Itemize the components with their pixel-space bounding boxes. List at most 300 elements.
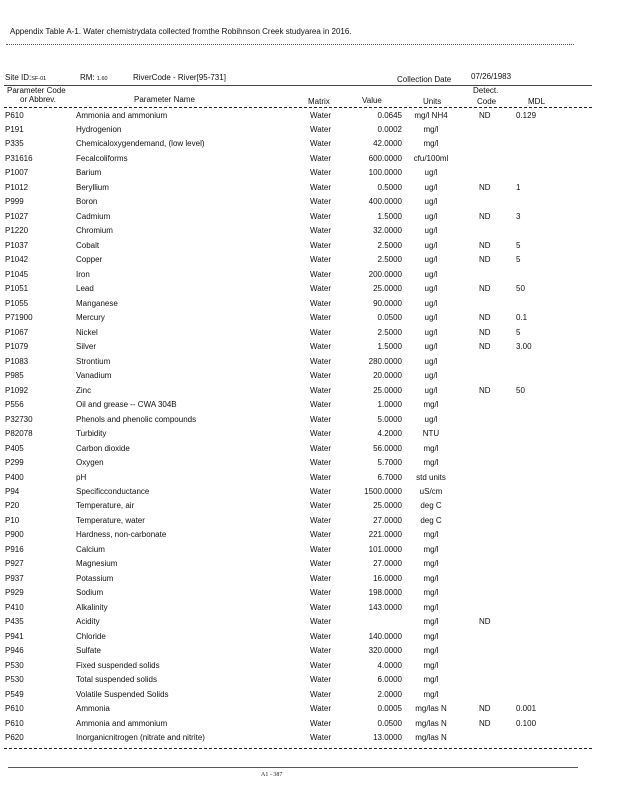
matrix-cell: Water <box>310 400 332 410</box>
value-cell: 5.7000 <box>377 458 402 468</box>
parameter-name-cell: Nickel <box>76 327 98 337</box>
matrix-cell: Water <box>310 197 332 207</box>
value-cell: 56.0000 <box>373 443 402 453</box>
table-row <box>0 154 618 169</box>
matrix-cell: Water <box>310 486 332 496</box>
mdl-cell: 5 <box>516 240 521 250</box>
parameter-name-cell: Acidity <box>76 617 100 627</box>
value-cell: 90.0000 <box>373 298 402 308</box>
site-underline <box>4 85 592 86</box>
units-cell: ug/l <box>424 168 438 178</box>
parameter-name-cell: Chromium <box>76 226 113 236</box>
parameter-name-cell: Silver <box>76 342 97 352</box>
table-row <box>0 386 618 401</box>
parameter-code-cell: P1007 <box>5 168 29 178</box>
matrix-cell: Water <box>310 371 332 381</box>
parameter-name-cell: Mercury <box>76 313 105 323</box>
table-row <box>0 661 618 676</box>
detect-code-cell: ND <box>479 342 491 352</box>
table-row <box>0 255 618 270</box>
footer-rule <box>8 767 578 768</box>
parameter-name-cell: Oxygen <box>76 458 104 468</box>
table-row <box>0 371 618 386</box>
parameter-code-cell: P620 <box>5 733 24 743</box>
table-row <box>0 197 618 212</box>
units-cell: mg/l <box>423 400 439 410</box>
units-cell: ug/l <box>424 197 438 207</box>
table-row <box>0 342 618 357</box>
table-row <box>0 270 618 285</box>
parameter-code-cell: P1079 <box>5 342 29 352</box>
parameter-name-cell: Volatile Suspended Solids <box>76 689 169 699</box>
units-cell: ug/l <box>424 342 438 352</box>
units-cell: mg/l <box>423 631 439 641</box>
detect-code-cell: ND <box>479 284 491 294</box>
units-cell: ug/l <box>424 269 438 279</box>
col-code-header-2: or Abbrev. <box>20 95 56 104</box>
table-row <box>0 125 618 140</box>
detect-code-cell: ND <box>479 182 491 192</box>
parameter-name-cell: Phenols and phenolic compounds <box>76 414 197 424</box>
table-row <box>0 299 618 314</box>
value-cell: 25.0000 <box>373 385 402 395</box>
matrix-cell: Water <box>310 414 332 424</box>
parameter-name-cell: Fecalcoliforms <box>76 153 128 163</box>
parameter-code-cell: P999 <box>5 197 24 207</box>
units-cell: ug/l <box>424 211 438 221</box>
mdl-cell: 5 <box>516 327 521 337</box>
parameter-code-cell: P1045 <box>5 269 29 279</box>
detect-code-cell: ND <box>479 110 491 120</box>
units-cell: cfu/100ml <box>413 153 449 163</box>
units-cell: mg/las N <box>415 733 447 743</box>
units-cell: mg/l <box>423 544 439 554</box>
table-row <box>0 603 618 618</box>
units-cell: ug/l <box>424 182 438 192</box>
matrix-cell: Water <box>310 240 332 250</box>
matrix-cell: Water <box>310 327 332 337</box>
table-row <box>0 139 618 154</box>
parameter-name-cell: Vanadium <box>76 371 112 381</box>
parameter-name-cell: Magnesium <box>76 559 118 569</box>
detect-code-cell: ND <box>479 211 491 221</box>
value-cell: 2.5000 <box>377 327 402 337</box>
matrix-cell: Water <box>310 284 332 294</box>
parameter-code-cell: P335 <box>5 139 24 149</box>
units-cell: ug/l <box>424 240 438 250</box>
mdl-cell: 3.00 <box>516 342 532 352</box>
value-cell: 0.5000 <box>377 182 402 192</box>
value-cell: 2.5000 <box>377 255 402 265</box>
mdl-cell: 1 <box>516 182 521 192</box>
parameter-code-cell: P610 <box>5 718 24 728</box>
river-code: RiverCode - River[95-731] <box>133 73 226 82</box>
matrix-cell: Water <box>310 443 332 453</box>
units-cell: ug/l <box>424 356 438 366</box>
matrix-cell: Water <box>310 269 332 279</box>
parameter-name-cell: Cadmium <box>76 211 111 221</box>
table-row <box>0 444 618 459</box>
value-cell: 400.0000 <box>368 197 402 207</box>
units-cell: deg C <box>420 515 442 525</box>
parameter-code-cell: P1012 <box>5 182 29 192</box>
parameter-name-cell: Zinc <box>76 385 92 395</box>
parameter-code-cell: P946 <box>5 646 24 656</box>
units-cell: ug/l <box>424 327 438 337</box>
parameter-code-cell: P1083 <box>5 356 29 366</box>
matrix-cell: Water <box>310 458 332 468</box>
parameter-code-cell: P405 <box>5 443 24 453</box>
units-cell: mg/l <box>423 573 439 583</box>
table-row <box>0 516 618 531</box>
parameter-name-cell: Ammonia and ammonium <box>76 718 168 728</box>
matrix-cell: Water <box>310 168 332 178</box>
matrix-cell: Water <box>310 617 332 627</box>
matrix-cell: Water <box>310 124 332 134</box>
value-cell: 2.0000 <box>377 689 402 699</box>
units-cell: ug/l <box>424 226 438 236</box>
parameter-name-cell: Fixed suspended solids <box>76 660 160 670</box>
units-cell: ug/l <box>424 371 438 381</box>
river-mile <box>80 73 108 82</box>
matrix-cell: Water <box>310 429 332 439</box>
parameter-name-cell: Copper <box>76 255 103 265</box>
col-units-header: Units <box>423 97 442 106</box>
table-row <box>0 212 618 227</box>
value-cell: 280.0000 <box>368 356 402 366</box>
matrix-cell: Water <box>310 226 332 236</box>
units-cell: mg/l <box>423 689 439 699</box>
matrix-cell: Water <box>310 631 332 641</box>
units-cell: ug/l <box>424 255 438 265</box>
matrix-cell: Water <box>310 515 332 525</box>
units-cell: mg/l <box>423 588 439 598</box>
table-bottom-divider <box>4 748 592 749</box>
parameter-code-cell: P20 <box>5 501 20 511</box>
parameter-code-cell: P927 <box>5 559 24 569</box>
col-detect-header-2: Code <box>477 97 497 106</box>
parameter-code-cell: P556 <box>5 400 24 410</box>
mdl-cell: 3 <box>516 211 521 221</box>
matrix-cell: Water <box>310 689 332 699</box>
parameter-name-cell: Strontium <box>76 356 111 366</box>
value-cell: 16.0000 <box>373 573 402 583</box>
value-cell: 25.0000 <box>373 284 402 294</box>
units-cell: uS/cm <box>419 486 443 496</box>
value-cell: 4.0000 <box>377 660 402 670</box>
matrix-cell: Water <box>310 559 332 569</box>
matrix-cell: Water <box>310 255 332 265</box>
table-row <box>0 226 618 241</box>
mdl-cell: 50 <box>516 284 525 294</box>
value-cell: 1.0000 <box>377 400 402 410</box>
table-row <box>0 168 618 183</box>
units-cell: ug/l <box>424 414 438 424</box>
units-cell: mg/l <box>423 646 439 656</box>
units-cell: mg/l <box>423 530 439 540</box>
units-cell: mg/l <box>423 617 439 627</box>
units-cell: deg C <box>420 501 442 511</box>
detect-code-cell: ND <box>479 327 491 337</box>
detect-code-cell: ND <box>479 255 491 265</box>
value-cell: 320.0000 <box>368 646 402 656</box>
table-row <box>0 501 618 516</box>
table-row <box>0 588 618 603</box>
collection-date-value: 07/26/1983 <box>471 72 512 81</box>
col-mdl-header: MDL <box>528 97 545 106</box>
parameter-name-cell: Lead <box>76 284 94 294</box>
table-row <box>0 704 618 719</box>
value-cell: 4.2000 <box>377 429 402 439</box>
table-row <box>0 617 618 632</box>
mdl-cell: 5 <box>516 255 521 265</box>
rm-label: RM: <box>80 73 95 82</box>
parameter-name-cell: Iron <box>76 269 90 279</box>
table-row <box>0 328 618 343</box>
parameter-code-cell: P71900 <box>5 313 33 323</box>
parameter-code-cell: P549 <box>5 689 24 699</box>
table-row <box>0 473 618 488</box>
value-cell: 1.5000 <box>377 342 402 352</box>
collection-date-label: Collection Date <box>397 75 452 84</box>
parameter-name-cell: Beryllium <box>76 182 109 192</box>
units-cell: mg/las N <box>415 704 447 714</box>
col-code-header-1: Parameter Code <box>7 86 66 95</box>
matrix-cell: Water <box>310 704 332 714</box>
parameter-code-cell: P937 <box>5 573 24 583</box>
table-row <box>0 313 618 328</box>
matrix-cell: Water <box>310 153 332 163</box>
site-id <box>5 73 46 82</box>
units-cell: mg/l <box>423 443 439 453</box>
parameter-name-cell: Chloride <box>76 631 106 641</box>
table-row <box>0 574 618 589</box>
table-row <box>0 111 618 126</box>
parameter-name-cell: Hardness, non-carbonate <box>76 530 167 540</box>
matrix-cell: Water <box>310 313 332 323</box>
units-cell: mg/l <box>423 124 439 134</box>
parameter-code-cell: P530 <box>5 675 24 685</box>
units-cell: ug/l <box>424 313 438 323</box>
value-cell: 1.5000 <box>377 211 402 221</box>
parameter-code-cell: P1051 <box>5 284 29 294</box>
table-row <box>0 284 618 299</box>
parameter-code-cell: P1037 <box>5 240 29 250</box>
parameter-code-cell: P929 <box>5 588 24 598</box>
parameter-name-cell: Alkalinity <box>76 602 108 612</box>
parameter-code-cell: P1092 <box>5 385 29 395</box>
value-cell: 2.5000 <box>377 240 402 250</box>
matrix-cell: Water <box>310 110 332 120</box>
parameter-code-cell: P191 <box>5 124 24 134</box>
value-cell: 6.0000 <box>377 675 402 685</box>
value-cell: 200.0000 <box>368 269 402 279</box>
parameter-code-cell: P610 <box>5 704 24 714</box>
header-divider <box>4 107 592 108</box>
units-cell: mg/las N <box>415 718 447 728</box>
value-cell: 6.7000 <box>377 472 402 482</box>
parameter-name-cell: Temperature, water <box>76 515 145 525</box>
parameter-code-cell: P32730 <box>5 414 33 424</box>
table-row <box>0 559 618 574</box>
table-row <box>0 675 618 690</box>
parameter-name-cell: Hydrogenion <box>76 124 122 134</box>
parameter-name-cell: Chemicaloxygendemand, (low level) <box>76 139 205 149</box>
matrix-cell: Water <box>310 588 332 598</box>
mdl-cell: 0.100 <box>516 718 537 728</box>
matrix-cell: Water <box>310 356 332 366</box>
table-title: Appendix Table A-1. Water chemistrydata collected fromthe Robihnson Creek studyarea in 2016. <box>10 27 352 36</box>
mdl-cell: 0.1 <box>516 313 528 323</box>
value-cell: 100.0000 <box>368 168 402 178</box>
parameter-code-cell: P1067 <box>5 327 29 337</box>
units-cell: mg/l <box>423 458 439 468</box>
parameter-name-cell: Ammonia <box>76 704 110 714</box>
matrix-cell: Water <box>310 718 332 728</box>
matrix-cell: Water <box>310 675 332 685</box>
value-cell: 0.0500 <box>377 313 402 323</box>
units-cell: mg/l <box>423 602 439 612</box>
parameter-code-cell: P900 <box>5 530 24 540</box>
parameter-code-cell: P94 <box>5 486 20 496</box>
parameter-code-cell: P1027 <box>5 211 29 221</box>
units-cell: mg/l <box>423 139 439 149</box>
site-id-label: Site ID: <box>5 73 32 82</box>
value-cell: 140.0000 <box>368 631 402 641</box>
value-cell: 20.0000 <box>373 371 402 381</box>
detect-code-cell: ND <box>479 718 491 728</box>
parameter-code-cell: P530 <box>5 660 24 670</box>
units-cell: mg/l NH4 <box>414 110 448 120</box>
matrix-cell: Water <box>310 501 332 511</box>
rm-value: 1.60 <box>96 76 108 82</box>
parameter-code-cell: P610 <box>5 110 24 120</box>
parameter-name-cell: Inorganicnitrogen (nitrate and nitrite) <box>76 733 205 743</box>
value-cell: 0.0645 <box>377 110 402 120</box>
value-cell: 221.0000 <box>368 530 402 540</box>
parameter-code-cell: P299 <box>5 458 24 468</box>
table-row <box>0 400 618 415</box>
value-cell: 0.0002 <box>377 124 402 134</box>
parameter-code-cell: P400 <box>5 472 24 482</box>
table-row <box>0 690 618 705</box>
parameter-name-cell: Barium <box>76 168 102 178</box>
units-cell: ug/l <box>424 385 438 395</box>
parameter-code-cell: P31616 <box>5 153 33 163</box>
matrix-cell: Water <box>310 544 332 554</box>
parameter-name-cell: Oil and grease -- CWA 304B <box>76 400 177 410</box>
table-row <box>0 458 618 473</box>
units-cell: mg/l <box>423 660 439 670</box>
parameter-name-cell: pH <box>76 472 87 482</box>
matrix-cell: Water <box>310 139 332 149</box>
matrix-cell: Water <box>310 182 332 192</box>
units-cell: std units <box>416 472 446 482</box>
matrix-cell: Water <box>310 342 332 352</box>
units-cell: mg/l <box>423 675 439 685</box>
parameter-name-cell: Calcium <box>76 544 105 554</box>
parameter-name-cell: Boron <box>76 197 98 207</box>
table-row <box>0 183 618 198</box>
matrix-cell: Water <box>310 573 332 583</box>
table-row <box>0 357 618 372</box>
parameter-name-cell: Cobalt <box>76 240 100 250</box>
table-row <box>0 719 618 734</box>
mdl-cell: 0.129 <box>516 110 537 120</box>
matrix-cell: Water <box>310 211 332 221</box>
table-row <box>0 241 618 256</box>
mdl-cell: 0.001 <box>516 704 537 714</box>
matrix-cell: Water <box>310 385 332 395</box>
parameter-code-cell: P916 <box>5 544 24 554</box>
parameter-name-cell: Potassium <box>76 573 114 583</box>
table-row <box>0 530 618 545</box>
parameter-name-cell: Specificconductance <box>76 486 150 496</box>
detect-code-cell: ND <box>479 313 491 323</box>
table-row <box>0 487 618 502</box>
col-value-header: Value <box>362 96 382 105</box>
table-row <box>0 632 618 647</box>
units-cell: NTU <box>422 429 440 439</box>
value-cell: 5.0000 <box>377 414 402 424</box>
units-cell: mg/l <box>423 559 439 569</box>
value-cell: 101.0000 <box>368 544 402 554</box>
parameter-name-cell: Sulfate <box>76 646 101 656</box>
value-cell: 198.0000 <box>368 588 402 598</box>
site-id-value: SF-01 <box>31 76 47 82</box>
value-cell: 27.0000 <box>373 515 402 525</box>
parameter-code-cell: P10 <box>5 515 20 525</box>
parameter-name-cell: Total suspended solids <box>76 675 157 685</box>
table-row <box>0 429 618 444</box>
parameter-name-cell: Turbidity <box>76 429 107 439</box>
col-matrix-header: Matrix <box>308 97 330 106</box>
table-row <box>0 646 618 661</box>
detect-code-cell: ND <box>479 704 491 714</box>
mdl-cell: 50 <box>516 385 525 395</box>
page-number: A1 - 387 <box>261 772 283 778</box>
parameter-name-cell: Ammonia and ammonium <box>76 110 168 120</box>
parameter-code-cell: P1055 <box>5 298 29 308</box>
parameter-code-cell: P1220 <box>5 226 29 236</box>
parameter-name-cell: Temperature, air <box>76 501 135 511</box>
value-cell: 27.0000 <box>373 559 402 569</box>
parameter-code-cell: P1042 <box>5 255 29 265</box>
matrix-cell: Water <box>310 298 332 308</box>
value-cell: 32.0000 <box>373 226 402 236</box>
parameter-name-cell: Carbon dioxide <box>76 443 130 453</box>
value-cell: 42.0000 <box>373 139 402 149</box>
parameter-code-cell: P941 <box>5 631 24 641</box>
table-row <box>0 415 618 430</box>
title-divider <box>6 44 574 45</box>
value-cell: 13.0000 <box>373 733 402 743</box>
units-cell: ug/l <box>424 298 438 308</box>
parameter-code-cell: P435 <box>5 617 24 627</box>
value-cell: 25.0000 <box>373 501 402 511</box>
value-cell: 1500.0000 <box>364 486 402 496</box>
detect-code-cell: ND <box>479 617 491 627</box>
detect-code-cell: ND <box>479 240 491 250</box>
parameter-code-cell: P410 <box>5 602 24 612</box>
col-name-header: Parameter Name <box>134 95 195 104</box>
parameter-name-cell: Manganese <box>76 298 118 308</box>
matrix-cell: Water <box>310 646 332 656</box>
parameter-name-cell: Sodium <box>76 588 104 598</box>
value-cell: 0.0005 <box>377 704 402 714</box>
matrix-cell: Water <box>310 733 332 743</box>
value-cell: 600.0000 <box>368 153 402 163</box>
